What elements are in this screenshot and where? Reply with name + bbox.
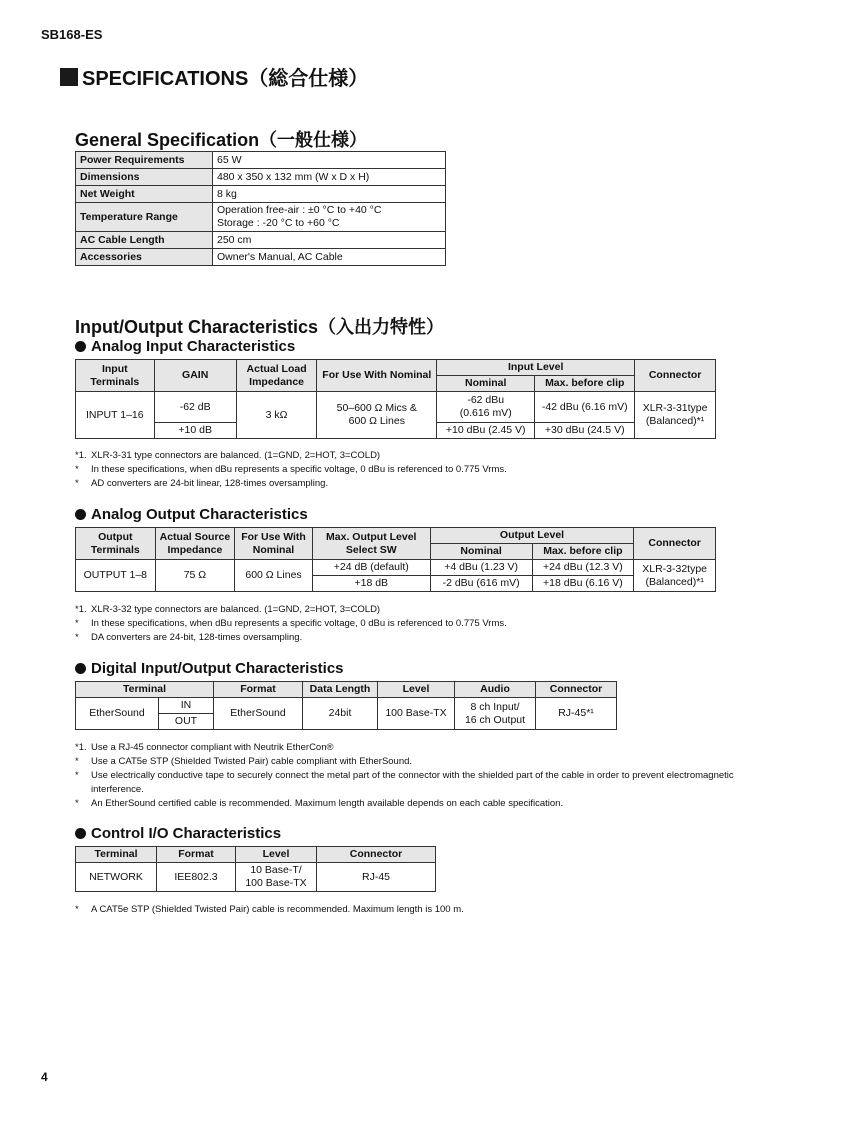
col-connector: Connector [536,682,617,698]
note-item: * AD converters are 24-bit linear, 128-times oversampling. [75,478,329,489]
cell-connector: XLR-3-31type (Balanced)*¹ [635,392,716,439]
spec-key: Dimensions [76,169,213,186]
col-format: Format [214,682,303,698]
note-item: *1. XLR-3-32 type connectors are balanced. (1=GND, 2=HOT, 3=COLD) [75,604,381,615]
spec-value: 250 cm [213,232,446,249]
control-io-title [75,825,281,842]
cell-nominal-2: +10 dBu (2.45 V) [437,423,535,439]
cell-max-1: -42 dBu (6.16 mV) [535,392,635,423]
page-title [60,62,368,91]
general-spec-title: General Specification（一般仕様） [75,130,368,150]
analog-output-title [75,506,308,523]
note-item: * An EtherSound certified cable is recommended. Maximum length available depends on each cable specification. [75,798,564,809]
table-row [76,169,446,186]
cell-max-1: +24 dBu (12.3 V) [532,560,634,576]
col-format: Format [157,847,236,863]
digital-io-title [75,660,344,677]
spec-key: Accessories [76,249,213,266]
spec-value: Owner's Manual, AC Cable [213,249,446,266]
cell-terminal: INPUT 1–16 [76,392,155,439]
cell-gain-high: +10 dB [154,423,236,439]
bullet-icon [75,341,86,352]
cell-nominal-2: -2 dBu (616 mV) [430,576,532,592]
table-row [76,392,716,423]
model-label: SB168-ES [41,27,103,42]
cell-audio: 8 ch Input/ 16 ch Output [455,698,536,730]
cell-nominal-1: -62 dBu (0.616 mV) [437,392,535,423]
cell-sw-1: +24 dB (default) [312,560,430,576]
note-item: *1. Use a RJ-45 connector compliant with Neutrik EtherCon® [75,742,334,753]
cell-in: IN [159,698,214,714]
spec-key: Net Weight [76,186,213,203]
page-number: 4 [41,1070,48,1084]
control-io-title-text: Control I/O Characteristics [91,825,282,842]
cell-level: 10 Base-T/ 100 Base-TX [236,863,317,892]
col-max-before-clip: Max. before clip [532,544,634,560]
digital-io-title-text: Digital Input/Output Characteristics [91,660,344,677]
table-row [76,186,446,203]
cell-terminal: OUTPUT 1–8 [76,560,156,592]
analog-output-notes [75,603,775,645]
analog-input-title-text: Analog Input Characteristics [91,338,296,355]
analog-input-table [75,359,716,439]
table-row [76,249,446,266]
cell-level: 100 Base-TX [378,698,455,730]
note-item: * Use electrically conductive tape to securely connect the metal part of the connector with the shielded part of the cable in order to prevent electromagnetic interference. [75,770,734,795]
table-row [76,560,716,576]
spec-key: Power Requirements [76,152,213,169]
control-io-table [75,846,436,892]
note-item: *1. XLR-3-31 type connectors are balanced. (1=GND, 2=HOT, 3=COLD) [75,450,381,461]
col-input-level: Input Level [437,360,635,376]
digital-io-table [75,681,617,730]
table-row [76,698,617,714]
col-source-impedance: Actual Source Impedance [155,528,235,560]
note-item: * A CAT5e STP (Shielded Twisted Pair) cable is recommended. Maximum length is 100 m. [75,904,464,915]
cell-terminal: NETWORK [76,863,157,892]
spec-value: Operation free-air : ±0 °C to +40 °C Storage : -20 °C to +60 °C [213,203,446,232]
analog-output-table [75,527,716,592]
cell-use: 600 Ω Lines [235,560,313,592]
col-nominal: Nominal [437,376,535,392]
control-io-notes [75,903,775,917]
cell-nominal-1: +4 dBu (1.23 V) [430,560,532,576]
col-level: Level [236,847,317,863]
cell-connector: RJ-45*¹ [536,698,617,730]
analog-input-title [75,338,295,355]
cell-sw-2: +18 dB [312,576,430,592]
analog-output-title-text: Analog Output Characteristics [91,506,308,523]
spec-value: 65 W [213,152,446,169]
col-audio: Audio [455,682,536,698]
table-row [76,152,446,169]
cell-terminal: EtherSound [76,698,159,730]
bullet-icon [75,828,86,839]
cell-connector: XLR-3-32type (Balanced)*¹ [634,560,716,592]
cell-format: EtherSound [214,698,303,730]
cell-load: 3 kΩ [236,392,317,439]
table-row [76,203,446,232]
col-output-terminals: Output Terminals [76,528,156,560]
col-max-output-level: Max. Output Level Select SW [312,528,430,560]
cell-connector: RJ-45 [317,863,436,892]
col-max-before-clip: Max. before clip [535,376,635,392]
cell-use: 50–600 Ω Mics & 600 Ω Lines [317,392,437,439]
col-connector: Connector [635,360,716,392]
analog-input-notes [75,449,775,491]
col-gain: GAIN [154,360,236,392]
spec-value: 480 x 350 x 132 mm (W x D x H) [213,169,446,186]
cell-length: 24bit [303,698,378,730]
page-title-text: SPECIFICATIONS（総合仕様） [82,68,369,90]
note-item: * In these specifications, when dBu represents a specific voltage, 0 dBu is referenced to 0.775 Vrms. [75,464,507,475]
col-for-use-with: For Use With Nominal [317,360,437,392]
cell-max-2: +30 dBu (24.5 V) [535,423,635,439]
col-output-level: Output Level [430,528,634,544]
cell-format: IEE802.3 [157,863,236,892]
bullet-icon [75,663,86,674]
cell-out: OUT [159,714,214,730]
note-item: * DA converters are 24-bit, 128-times oversampling. [75,632,303,643]
col-data-length: Data Length [303,682,378,698]
note-item: * In these specifications, when dBu represents a specific voltage, 0 dBu is referenced to 0.775 Vrms. [75,618,507,629]
cell-gain-low: -62 dB [154,392,236,423]
col-load-impedance: Actual Load Impedance [236,360,317,392]
digital-io-notes [75,741,745,811]
cell-source: 75 Ω [155,560,235,592]
spec-value: 8 kg [213,186,446,203]
spec-key: AC Cable Length [76,232,213,249]
cell-max-2: +18 dBu (6.16 V) [532,576,634,592]
table-row [76,863,436,892]
col-input-terminals: Input Terminals [76,360,155,392]
table-row [76,232,446,249]
col-connector: Connector [317,847,436,863]
note-item: * Use a CAT5e STP (Shielded Twisted Pair) cable compliant with EtherSound. [75,756,413,767]
col-connector: Connector [634,528,716,560]
col-for-use-with: For Use With Nominal [235,528,313,560]
col-nominal: Nominal [430,544,532,560]
col-terminal: Terminal [76,847,157,863]
title-square-icon [60,68,78,86]
bullet-icon [75,509,86,520]
io-title: Input/Output Characteristics（入出力特性） [75,317,445,337]
col-level: Level [378,682,455,698]
col-terminal: Terminal [76,682,214,698]
spec-key: Temperature Range [76,203,213,232]
general-spec-table [75,151,446,266]
